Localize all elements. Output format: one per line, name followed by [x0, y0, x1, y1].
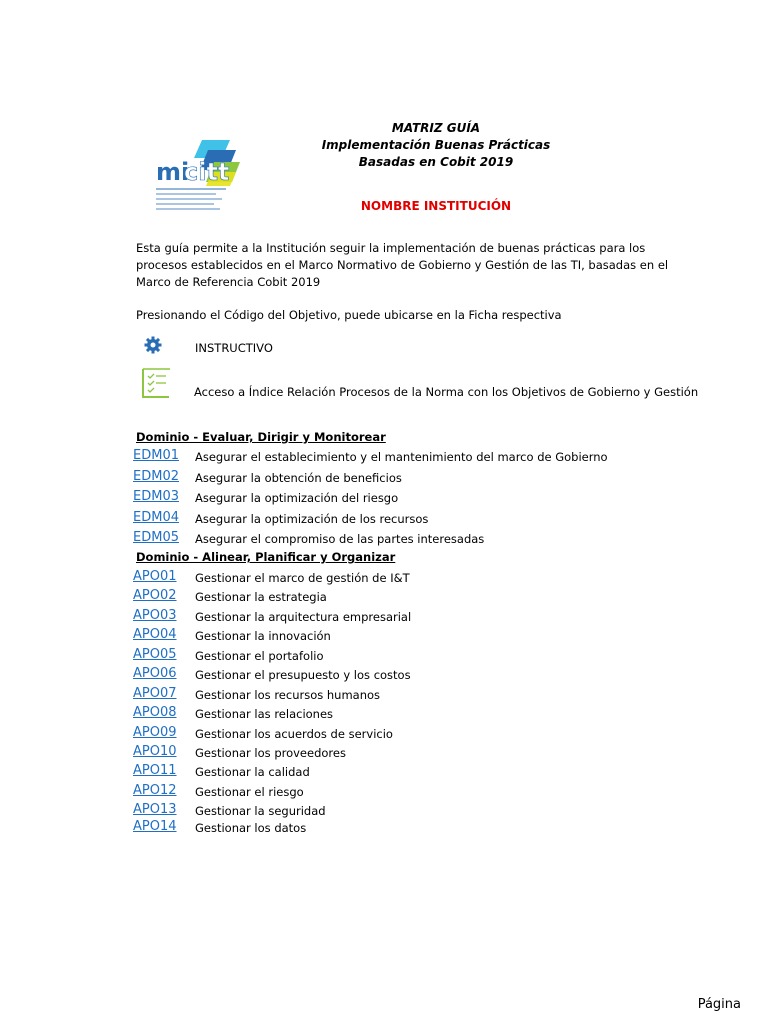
list-item	[0, 666, 768, 685]
objective-description: Gestionar el riesgo	[195, 785, 304, 799]
objective-description: Asegurar la obtención de beneficios	[195, 471, 402, 485]
objective-code-link[interactable]: APO13	[133, 802, 177, 817]
objective-description: Gestionar las relaciones	[195, 707, 334, 721]
domain-heading-apo: Dominio - Alinear, Planificar y Organizar	[136, 550, 396, 564]
objective-description: Asegurar la optimización de los recursos	[195, 512, 429, 526]
instructivo-link[interactable]	[144, 336, 344, 356]
list-item	[0, 647, 768, 666]
title-line-2: Implementación Buenas Prácticas	[321, 138, 551, 152]
list-item	[0, 763, 768, 782]
list-item	[0, 510, 768, 529]
checklist-icon	[140, 366, 174, 404]
objective-code-link[interactable]: APO09	[133, 725, 177, 740]
objective-description: Asegurar el compromiso de las partes interesadas	[195, 532, 485, 546]
title-line-1: MATRIZ GUÍA	[391, 121, 481, 135]
objective-code-link[interactable]: APO07	[133, 686, 177, 701]
objective-description: Gestionar la calidad	[195, 765, 310, 779]
objective-code-link[interactable]: APO11	[133, 763, 177, 778]
list-item	[0, 705, 768, 724]
objective-description: Gestionar la estrategia	[195, 590, 327, 604]
list-item	[0, 819, 768, 838]
objective-code-link[interactable]: APO12	[133, 783, 177, 798]
objective-code-link[interactable]: APO08	[133, 705, 177, 720]
instructivo-label: INSTRUCTIVO	[195, 341, 273, 355]
objective-description: Gestionar la innovación	[195, 629, 331, 643]
domain-heading-edm: Dominio - Evaluar, Dirigir y Monitorear	[136, 430, 386, 444]
indice-label: Acceso a Índice Relación Procesos de la Norma con los Objetivos de Gobierno y Gestión	[194, 385, 699, 399]
objective-code-link[interactable]: APO01	[133, 569, 177, 584]
list-item	[0, 569, 768, 588]
objective-description: Gestionar el presupuesto y los costos	[195, 668, 411, 682]
list-item	[0, 469, 768, 488]
objective-description: Gestionar el portafolio	[195, 649, 324, 663]
list-item	[0, 489, 768, 508]
objective-code-link[interactable]: APO04	[133, 627, 177, 642]
list-item	[0, 588, 768, 607]
list-item	[0, 608, 768, 627]
list-item	[0, 627, 768, 646]
title-line-3: Basadas en Cobit 2019	[358, 155, 514, 169]
svg-text:mi: mi	[156, 158, 190, 186]
objective-code-link[interactable]: EDM01	[133, 448, 179, 463]
objective-code-link[interactable]: EDM03	[133, 489, 179, 504]
list-item	[0, 448, 768, 467]
list-item	[0, 744, 768, 763]
intro-hint: Presionando el Código del Objetivo, puede ubicarse en la Ficha respectiva	[136, 308, 562, 322]
objective-code-link[interactable]: APO05	[133, 647, 177, 662]
institution-name: NOMBRE INSTITUCIÓN	[360, 199, 512, 213]
objective-code-link[interactable]: APO06	[133, 666, 177, 681]
objective-description: Asegurar el establecimiento y el mantenimiento del marco de Gobierno	[195, 450, 608, 464]
list-item	[0, 783, 768, 802]
objective-code-link[interactable]: APO02	[133, 588, 177, 603]
objective-description: Gestionar la seguridad	[195, 804, 326, 818]
indice-link[interactable]	[140, 366, 700, 402]
objective-description: Asegurar la optimización del riesgo	[195, 491, 399, 505]
objective-description: Gestionar los acuerdos de servicio	[195, 727, 393, 741]
list-item	[0, 725, 768, 744]
objective-code-link[interactable]: APO10	[133, 744, 177, 759]
objective-description: Gestionar los datos	[195, 821, 307, 835]
gear-icon	[144, 336, 162, 358]
micitt-logo	[152, 138, 244, 218]
objective-description: Gestionar los recursos humanos	[195, 688, 381, 702]
objective-code-link[interactable]: EDM02	[133, 469, 179, 484]
objective-description: Gestionar la arquitectura empresarial	[195, 610, 412, 624]
objective-description: Gestionar el marco de gestión de I&T	[195, 571, 410, 585]
objective-description: Gestionar los proveedores	[195, 746, 346, 760]
svg-text:citt: citt	[184, 158, 230, 186]
objective-code-link[interactable]: EDM04	[133, 510, 179, 525]
objective-code-link[interactable]: APO03	[133, 608, 177, 623]
page-label: Página	[697, 997, 741, 1012]
list-item	[0, 530, 768, 549]
intro-paragraph: Esta guía permite a la Institución seguir la implementación de buenas prácticas para los procesos establecidos en el Marco Normativo de Gobierno y Gestión de las TI, basadas en el Marco de Referencia Cobit 2019	[136, 241, 669, 289]
objective-code-link[interactable]: APO14	[133, 819, 177, 834]
objective-code-link[interactable]: EDM05	[133, 530, 179, 545]
list-item	[0, 686, 768, 705]
